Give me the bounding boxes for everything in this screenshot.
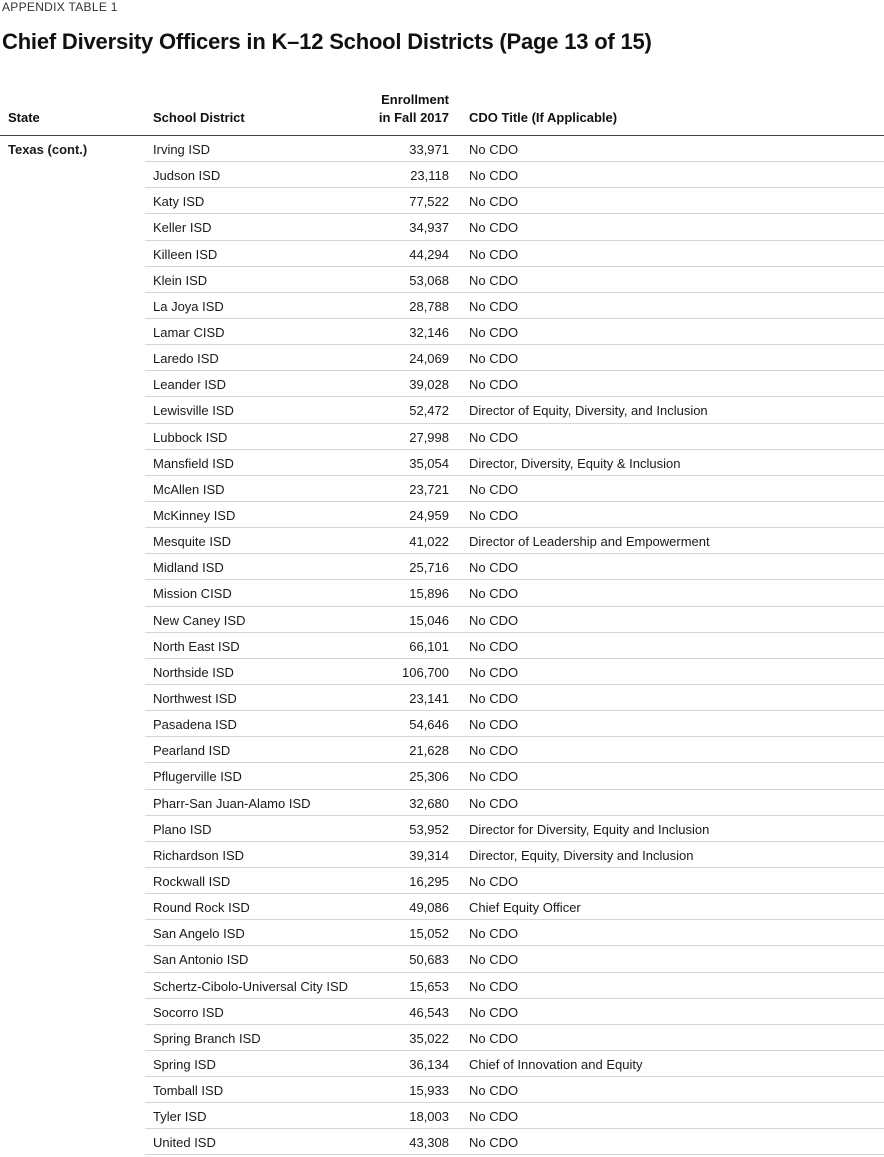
table-row (0, 528, 884, 554)
enrollment-cell: 28,788 (409, 298, 449, 314)
district-cell: Schertz-Cibolo-Universal City ISD (153, 978, 349, 994)
table-row (0, 816, 884, 842)
table-row (0, 999, 884, 1025)
table-row (0, 319, 884, 345)
table-row (0, 842, 884, 868)
enrollment-cell: 15,046 (409, 612, 449, 628)
district-cell: Tyler ISD (153, 1109, 207, 1125)
cdo-title-cell: No CDO (469, 1004, 519, 1020)
cdo-title-cell: No CDO (469, 377, 519, 393)
district-cell: Plano ISD (153, 821, 212, 837)
page-title: Chief Diversity Officers in K–12 School Districts (Page 13 of 15) (2, 29, 652, 54)
enrollment-cell: 106,700 (402, 664, 449, 680)
cdo-title-cell: No CDO (469, 272, 519, 288)
enrollment-cell: 54,646 (409, 717, 449, 733)
column-header-state: State (8, 110, 40, 125)
column-header-enrollment (329, 91, 449, 127)
cdo-title-cell: No CDO (469, 612, 519, 628)
district-cell: Keller ISD (153, 220, 212, 236)
table-row (0, 685, 884, 711)
cdo-title-cell: No CDO (469, 1109, 519, 1125)
column-header-district: School District (153, 110, 245, 125)
cdo-title-cell: No CDO (469, 298, 519, 314)
district-cell: Pasadena ISD (153, 717, 237, 733)
enrollment-cell: 27,998 (409, 429, 449, 445)
cdo-title-cell: No CDO (469, 769, 519, 785)
table-row (0, 973, 884, 999)
table-row (0, 737, 884, 763)
cdo-title-cell: No CDO (469, 220, 519, 236)
district-cell: Lewisville ISD (153, 403, 234, 419)
enrollment-cell: 34,937 (409, 220, 449, 236)
enrollment-cell: 23,141 (409, 690, 449, 706)
enrollment-header-line1: Enrollment (381, 92, 449, 107)
table-row (0, 607, 884, 633)
district-cell: Northside ISD (153, 664, 234, 680)
table-header (0, 92, 884, 136)
district-cell: Tomball ISD (153, 1083, 224, 1099)
district-cell: New Caney ISD (153, 612, 246, 628)
cdo-title-cell: No CDO (469, 246, 519, 262)
cdo-title-cell: No CDO (469, 978, 519, 994)
cdo-title-cell: No CDO (469, 952, 519, 968)
enrollment-cell: 44,294 (409, 246, 449, 262)
enrollment-cell: 33,971 (409, 142, 449, 157)
enrollment-cell: 15,896 (409, 586, 449, 602)
table-row (0, 920, 884, 946)
cdo-table (0, 92, 884, 1155)
cdo-title-cell: No CDO (469, 690, 519, 706)
cdo-title-cell: No CDO (469, 664, 519, 680)
enrollment-cell: 46,543 (409, 1004, 449, 1020)
table-row (0, 711, 884, 737)
district-cell: Richardson ISD (153, 847, 245, 863)
district-cell: Lamar CISD (153, 324, 225, 340)
district-cell: Lubbock ISD (153, 429, 228, 445)
district-cell: Katy ISD (153, 194, 205, 210)
table-row (0, 1025, 884, 1051)
district-cell: Rockwall ISD (153, 873, 231, 889)
enrollment-cell: 16,295 (409, 873, 449, 889)
table-row (0, 659, 884, 685)
district-cell: Killeen ISD (153, 246, 218, 262)
table-row (0, 136, 884, 162)
table-row (0, 1129, 884, 1155)
cdo-title-cell: No CDO (469, 638, 519, 654)
table-row (0, 214, 884, 240)
table-row (0, 450, 884, 476)
district-cell: Northwest ISD (153, 690, 237, 706)
enrollment-cell: 41,022 (409, 534, 449, 550)
enrollment-header-line2: in Fall 2017 (378, 110, 449, 125)
district-cell: McKinney ISD (153, 507, 236, 523)
cdo-title-cell: No CDO (469, 717, 519, 733)
district-cell: Judson ISD (153, 168, 221, 184)
enrollment-cell: 35,022 (409, 1030, 449, 1046)
enrollment-cell: 39,314 (409, 847, 449, 863)
district-cell: McAllen ISD (153, 481, 225, 497)
cdo-title-cell: No CDO (469, 142, 519, 157)
cdo-title-cell: Director for Diversity, Equity and Inclusion (469, 821, 710, 837)
district-cell: Klein ISD (153, 272, 208, 288)
cdo-title-cell: No CDO (469, 743, 519, 759)
enrollment-cell: 49,086 (409, 900, 449, 916)
table-row (0, 241, 884, 267)
cdo-title-cell: No CDO (469, 481, 519, 497)
cdo-title-cell: No CDO (469, 926, 519, 942)
district-cell: Socorro ISD (153, 1004, 224, 1020)
enrollment-cell: 25,716 (409, 560, 449, 576)
cdo-title-cell: No CDO (469, 194, 519, 210)
enrollment-cell: 23,721 (409, 481, 449, 497)
table-row (0, 633, 884, 659)
table-row (0, 424, 884, 450)
cdo-title-cell: No CDO (469, 1135, 519, 1151)
district-cell: Pflugerville ISD (153, 769, 242, 785)
cdo-title-cell: No CDO (469, 507, 519, 523)
cdo-title-cell: Chief of Innovation and Equity (469, 1056, 643, 1072)
table-row (0, 397, 884, 423)
enrollment-cell: 36,134 (409, 1056, 449, 1072)
table-row (0, 345, 884, 371)
district-cell: Laredo ISD (153, 351, 219, 367)
cdo-title-cell: Director, Equity, Diversity and Inclusion (469, 847, 694, 863)
cdo-title-cell: No CDO (469, 873, 519, 889)
cdo-title-cell: No CDO (469, 1030, 519, 1046)
table-body (0, 136, 884, 1155)
enrollment-cell: 39,028 (409, 377, 449, 393)
table-row (0, 1077, 884, 1103)
enrollment-cell: 18,003 (409, 1109, 449, 1125)
cdo-title-cell: No CDO (469, 586, 519, 602)
table-row (0, 554, 884, 580)
table-row (0, 1051, 884, 1077)
table-row (0, 868, 884, 894)
table-row (0, 1103, 884, 1129)
cdo-title-cell: No CDO (469, 795, 519, 811)
enrollment-cell: 24,069 (409, 351, 449, 367)
enrollment-cell: 23,118 (410, 168, 449, 184)
table-row (0, 162, 884, 188)
district-cell: Midland ISD (153, 560, 224, 576)
enrollment-cell: 32,146 (409, 324, 449, 340)
cdo-title-cell: No CDO (469, 560, 519, 576)
cdo-title-cell: No CDO (469, 351, 519, 367)
enrollment-cell: 32,680 (409, 795, 449, 811)
district-cell: Spring Branch ISD (153, 1030, 261, 1046)
district-cell: Mission CISD (153, 586, 232, 602)
table-row (0, 267, 884, 293)
district-cell: Leander ISD (153, 377, 226, 393)
district-cell: Round Rock ISD (153, 900, 250, 916)
district-cell: Mansfield ISD (153, 455, 234, 471)
table-row (0, 476, 884, 502)
enrollment-cell: 50,683 (409, 952, 449, 968)
cdo-title-cell: No CDO (469, 1083, 519, 1099)
district-cell: Irving ISD (153, 142, 211, 157)
table-row (0, 502, 884, 528)
table-row (0, 580, 884, 606)
district-cell: United ISD (153, 1135, 216, 1151)
table-row (0, 293, 884, 319)
cdo-title-cell: Director, Diversity, Equity & Inclusion (469, 455, 681, 471)
enrollment-cell: 52,472 (409, 403, 449, 419)
district-cell: Spring ISD (153, 1056, 216, 1072)
cdo-title-cell: Chief Equity Officer (469, 900, 581, 916)
table-row (0, 188, 884, 214)
table-row (0, 790, 884, 816)
enrollment-cell: 15,052 (409, 926, 449, 942)
enrollment-cell: 43,308 (409, 1135, 449, 1151)
column-header-cdo-title: CDO Title (If Applicable) (469, 110, 618, 125)
table-row (0, 371, 884, 397)
district-cell: San Angelo ISD (153, 926, 245, 942)
enrollment-cell: 24,959 (409, 507, 449, 523)
cdo-title-cell: No CDO (469, 429, 519, 445)
enrollment-cell: 53,068 (409, 272, 449, 288)
cdo-title-cell: No CDO (469, 168, 519, 184)
district-cell: La Joya ISD (153, 298, 224, 314)
enrollment-cell: 53,952 (409, 821, 449, 837)
table-row (0, 946, 884, 972)
enrollment-cell: 35,054 (409, 455, 449, 471)
cdo-title-cell: No CDO (469, 324, 519, 340)
table-row (0, 763, 884, 789)
state-cell: Texas (cont.) (8, 142, 88, 157)
table-row (0, 894, 884, 920)
row-divider (145, 1154, 884, 1155)
enrollment-cell: 25,306 (409, 769, 449, 785)
district-cell: Pearland ISD (153, 743, 231, 759)
enrollment-cell: 77,522 (409, 194, 449, 210)
district-cell: North East ISD (153, 638, 240, 654)
district-cell: Mesquite ISD (153, 534, 232, 550)
enrollment-cell: 66,101 (409, 638, 449, 654)
cdo-title-cell: Director of Leadership and Empowerment (469, 534, 710, 550)
enrollment-cell: 15,653 (409, 978, 449, 994)
enrollment-cell: 21,628 (409, 743, 449, 759)
appendix-label: APPENDIX TABLE 1 (2, 0, 118, 14)
cdo-title-cell: Director of Equity, Diversity, and Inclusion (469, 403, 708, 419)
district-cell: Pharr-San Juan-Alamo ISD (153, 795, 311, 811)
enrollment-cell: 15,933 (409, 1083, 449, 1099)
district-cell: San Antonio ISD (153, 952, 249, 968)
